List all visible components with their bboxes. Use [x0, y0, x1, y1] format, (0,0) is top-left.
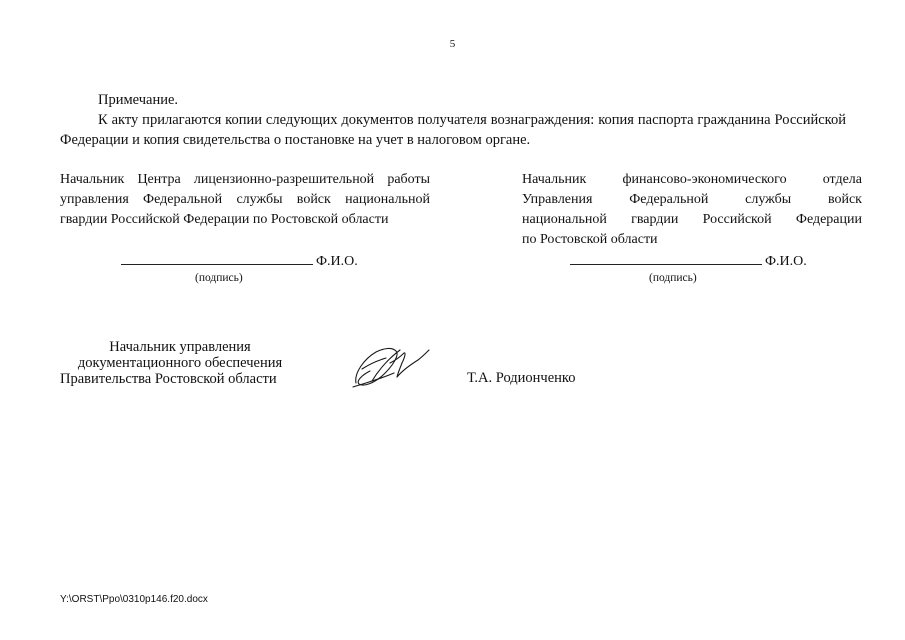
- handwritten-signature: [350, 343, 430, 398]
- signature-icon: [350, 343, 430, 393]
- right-signature-line: [570, 251, 762, 265]
- head-title: [60, 339, 300, 387]
- left-signatory-title: [60, 170, 430, 230]
- left-signatory-line: гвардии Российской Федерации по Ростовской области: [60, 212, 389, 227]
- right-signatory-line: по Ростовской области: [522, 232, 658, 247]
- page-number: 5: [449, 38, 456, 50]
- left-signatory-line: Начальник Центра лицензионно-разрешительной работы: [60, 172, 430, 187]
- left-signature-field: [121, 251, 358, 270]
- left-signature-caption: (подпись): [195, 272, 243, 284]
- head-title-line: Правительства Ростовской области: [60, 371, 277, 387]
- right-signatory-line: Управления Федеральной службы войск: [522, 192, 862, 207]
- left-signature-line: [121, 251, 313, 265]
- right-signature-caption: (подпись): [649, 272, 697, 284]
- right-signature-field: [570, 251, 807, 270]
- left-signatory-line: управления Федеральной службы войск национальной: [60, 192, 430, 207]
- head-title-line: документационного обеспечения: [77, 355, 283, 371]
- note-title: Примечание.: [98, 92, 179, 108]
- right-signatory-line: национальной гвардии Российской Федерации: [522, 212, 862, 227]
- note-body: К акту прилагаются копии следующих документов получателя вознаграждения: копия паспорта гражданина Российской Федерации и копия свидетельства о постановке на учет в налоговом органе.: [60, 112, 846, 148]
- right-signatory-title: [522, 170, 862, 250]
- head-title-line: Начальник управления: [109, 339, 251, 355]
- file-path-footer: Y:\ORST\Ppo\0310p146.f20.docx: [60, 594, 208, 605]
- right-signatory-line: Начальник финансово-экономического отдела: [522, 172, 862, 187]
- left-fio-label: Ф.И.О.: [316, 254, 358, 269]
- right-fio-label: Ф.И.О.: [765, 254, 807, 269]
- head-name: Т.А. Родионченко: [467, 370, 576, 386]
